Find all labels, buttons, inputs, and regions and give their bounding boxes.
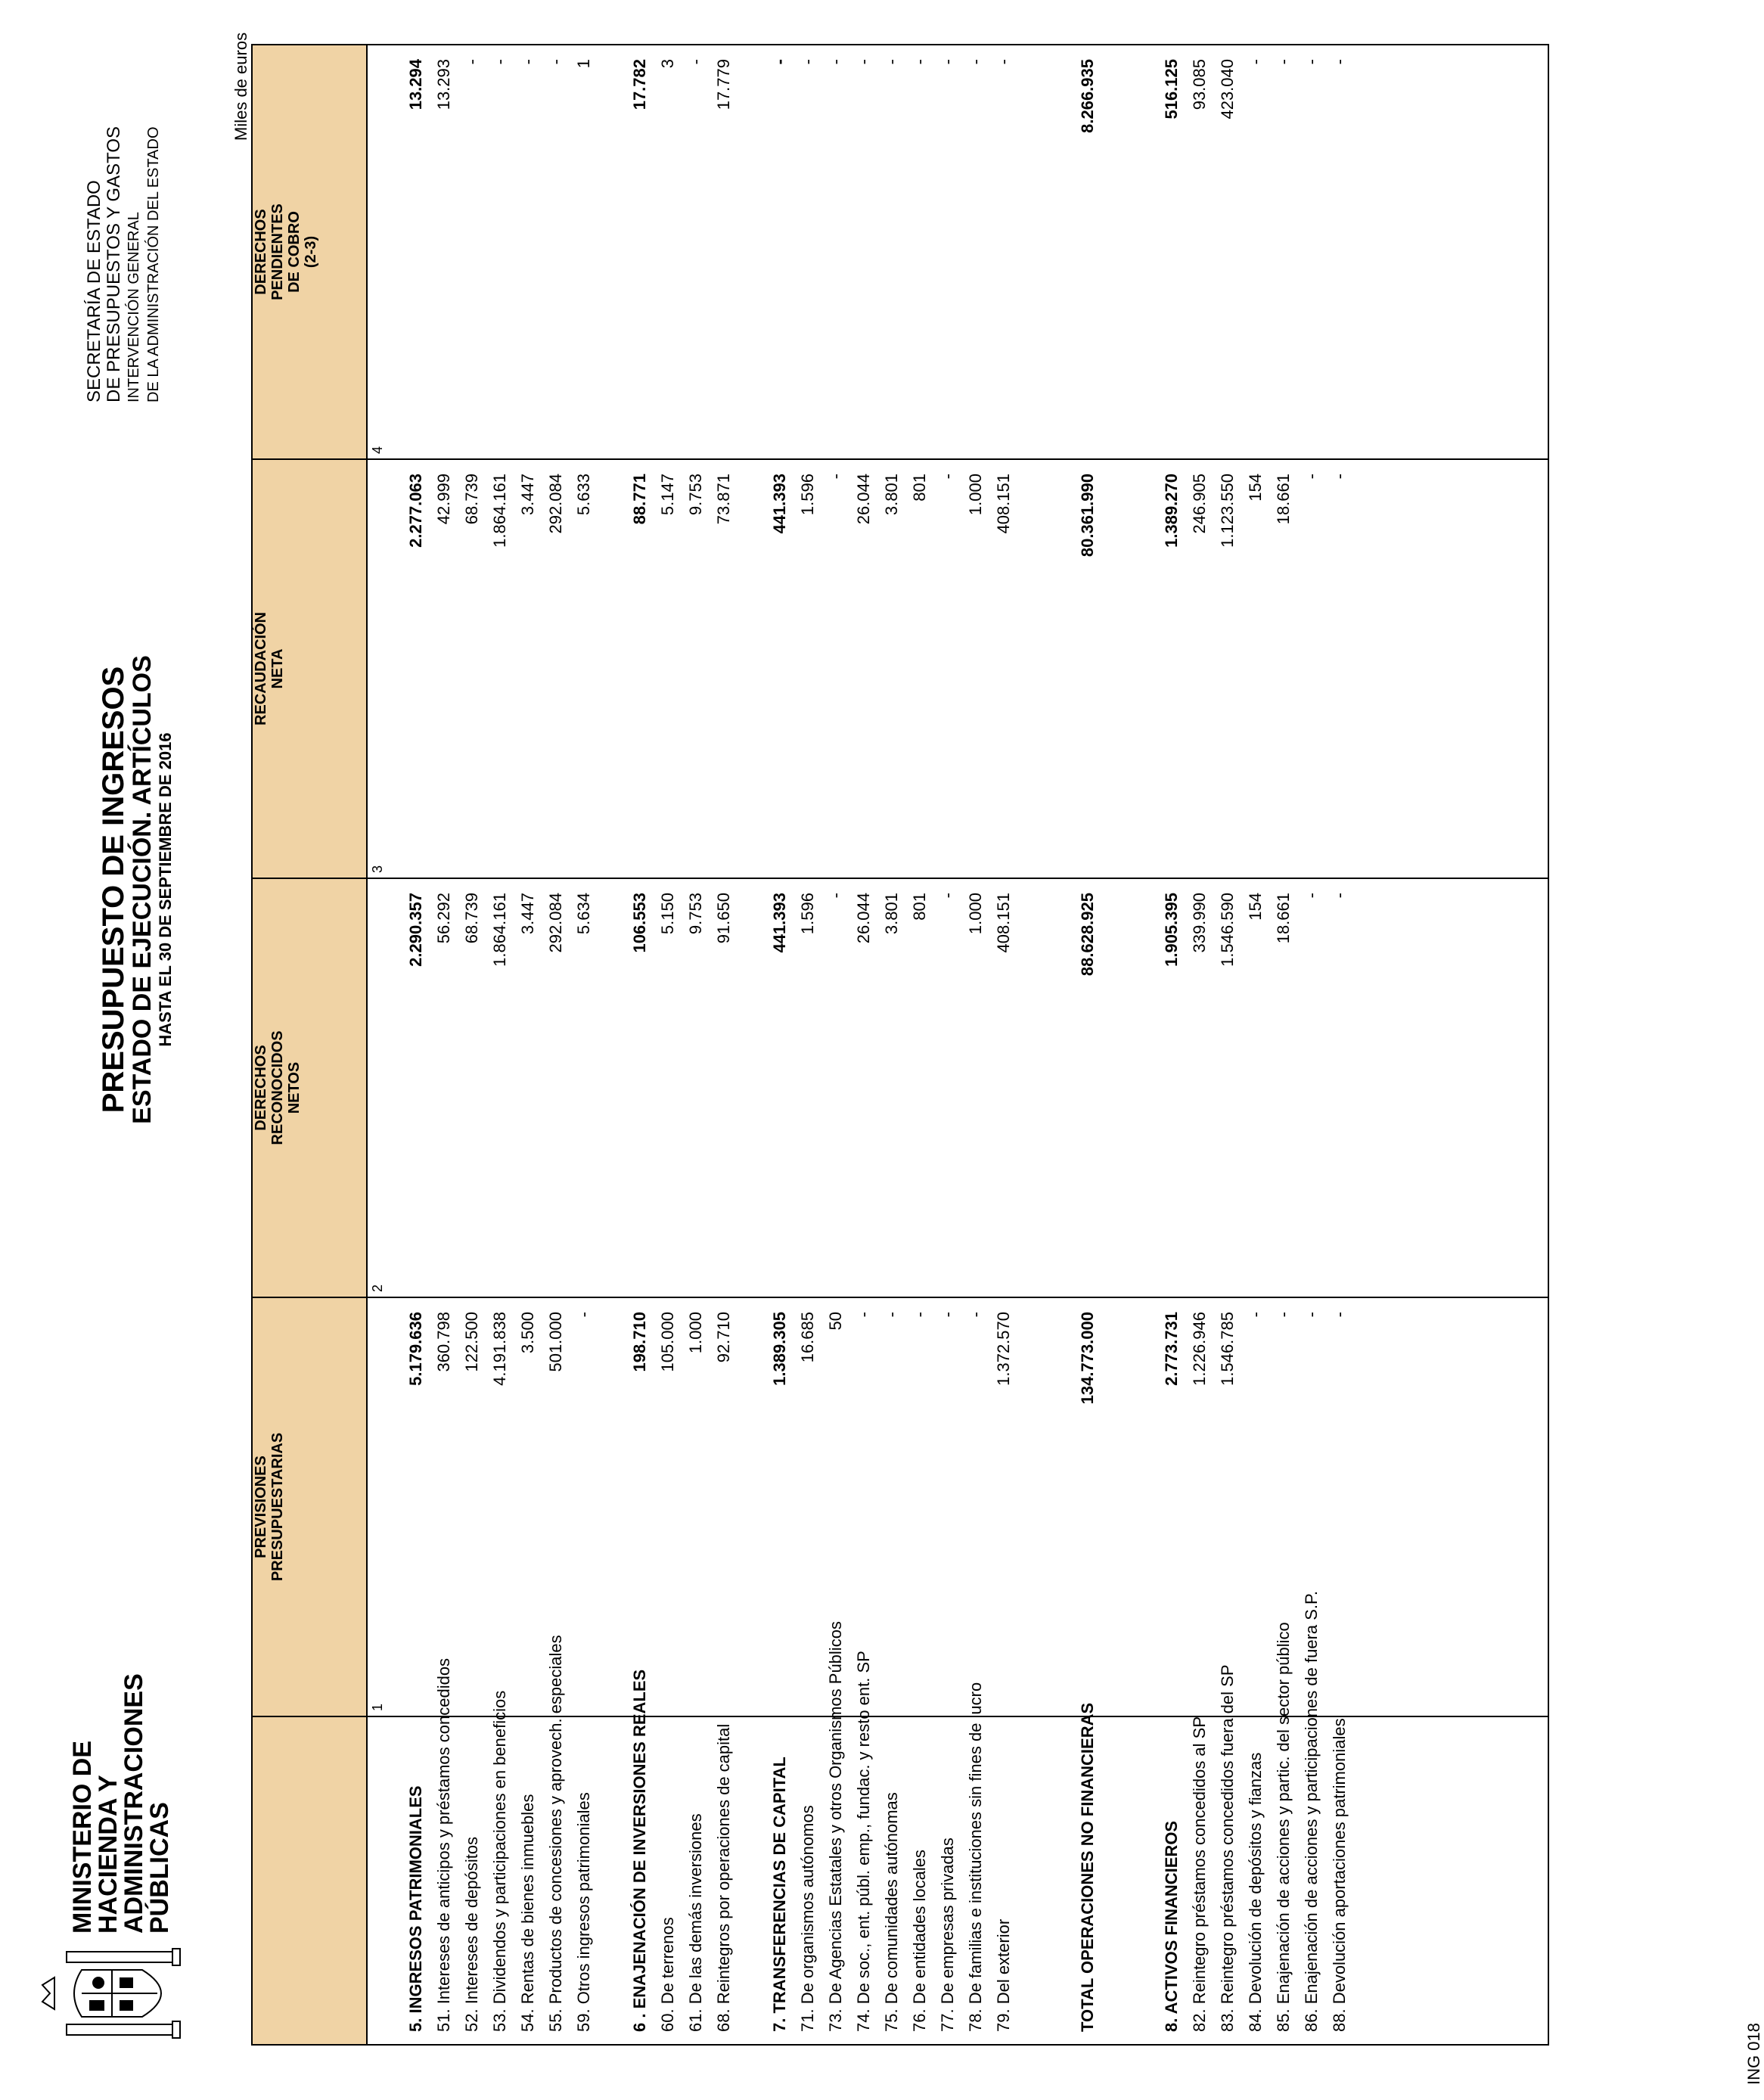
header-recaudacion [252,459,367,878]
value-cell: 246.905 [1190,474,1209,534]
value-cell: - [938,59,957,65]
value-list [374,460,1353,878]
value-cell: 4.191.838 [490,1312,509,1386]
value-cell: 292.084 [546,474,565,534]
spacer [738,460,766,878]
document-code: ING 018 [1744,2023,1763,2085]
item-label: 76. De entidades locales [910,1850,929,2032]
document-subtitle: ESTADO DE EJECUCIÓN. ARTÍCULOS [128,655,157,1124]
item-label: 54. Rentas de bienes inmuebles [518,1794,537,2032]
ministry-name [70,1673,172,1934]
value-cell: 1.123.550 [1218,474,1237,548]
spacer [1017,1298,1073,1716]
value-cell: 154 [1246,474,1265,502]
value-cell: 1.389.270 [1162,474,1181,548]
header-derechos-reconocidos [252,878,367,1297]
spacer [1101,1298,1157,1716]
spacer [598,1298,626,1716]
value-cell: 93.085 [1190,59,1209,110]
value-cell: - [1246,1312,1265,1318]
value-cell: 50 [826,1312,845,1331]
ministry-line: MINISTERIO DE [68,1740,97,1934]
secretaria-line: DE PRESUPUESTOS Y GASTOS [104,126,124,402]
item-label: 75. De comunidades autónomas [882,1792,901,2032]
value-cell: - [854,59,873,65]
header-text: RECAUDACIÓN [253,612,269,725]
ministry-line: ADMINISTRACIONES [120,1673,148,1934]
value-cell: 13.294 [406,59,425,110]
pendientes-column [367,45,1548,459]
column-number: 3 [370,865,385,873]
item-label: 73. De Agencias Estatales y otros Organismos Públicos [826,1621,845,2032]
spacer [374,1717,402,2044]
value-cell: 423.040 [1218,59,1237,120]
header-pendientes [252,45,367,459]
header-previsiones [252,1297,367,1716]
value-cell: 1.000 [686,1312,705,1354]
value-list [374,45,1353,458]
spacer [1017,45,1073,458]
value-cell: - [1302,1312,1321,1318]
previsiones-column [367,1297,1548,1716]
header-text: (2-3) [303,235,319,269]
value-cell: 18.661 [1274,893,1293,944]
value-cell: 5.634 [574,893,593,935]
value-cell: 17.779 [714,59,733,110]
value-cell: 360.798 [434,1312,453,1372]
value-cell: - [1330,474,1349,480]
value-cell: - [574,1312,593,1318]
value-cell: 2.773.731 [1162,1312,1181,1386]
header-text: RECONOCIDOS [269,1030,286,1145]
secretaria-block [85,126,163,402]
value-cell: 1.546.785 [1218,1312,1237,1386]
spacer [1101,460,1157,878]
value-cell: 16.685 [798,1312,817,1363]
value-cell: - [1330,893,1349,899]
value-cell: - [1274,1312,1293,1318]
value-cell: 801 [910,474,929,502]
spacer [1017,1717,1073,2044]
item-label: 79. Del exterior [994,1918,1013,2032]
value-cell: 1 [574,59,593,69]
value-cell: 408.151 [994,893,1013,953]
value-cell: - [462,59,481,65]
item-label: 84. Devolución de depósitos y fianzas [1246,1752,1265,2032]
value-cell: 1.226.946 [1190,1312,1209,1386]
column-number: 1 [370,1703,385,1711]
spacer [374,1298,402,1716]
recaudacion-column [367,459,1548,878]
value-cell: - [826,474,845,480]
value-cell: 1.864.161 [490,893,509,967]
header-text: NETOS [286,1061,303,1114]
header-text: PENDIENTES [269,203,286,300]
document-date: HASTA EL 30 DE SEPTIEMBRE DE 2016 [156,732,175,1047]
value-cell: 3.801 [882,893,901,935]
value-cell: 5.633 [574,474,593,516]
value-cell: - [1330,59,1349,65]
value-cell: - [882,59,901,65]
spacer [598,879,626,1297]
value-cell: 3.447 [518,474,537,516]
header-text: DERECHOS [253,1045,269,1131]
value-cell: 1.546.590 [1218,893,1237,967]
value-cell: - [966,59,985,65]
value-cell: - [686,59,705,65]
item-label: 78. De familias e instituciones sin fines de lucro [966,1682,985,2032]
value-cell: 73.871 [714,474,733,525]
value-cell: 106.553 [630,893,649,953]
value-cell: 17.782 [630,59,649,110]
spacer [738,45,766,458]
value-cell: 5.179.636 [406,1312,425,1386]
spacer [374,879,402,1297]
value-cell: - [938,474,957,480]
section-label: 8. ACTIVOS FINANCIEROS [1162,1820,1181,2032]
spacer [598,460,626,878]
value-cell: 92.710 [714,1312,733,1363]
value-cell: - [938,893,957,899]
value-cell: - [1246,59,1265,65]
value-cell: 441.393 [770,474,789,534]
value-cell: - [1330,1312,1349,1318]
label-list [374,1591,1353,2044]
item-label: 77. De empresas privadas [938,1837,957,2032]
spacer [1017,879,1073,1297]
value-cell: 8.266.935 [1078,59,1097,133]
spacer [1017,460,1073,878]
item-label: 55. Productos de concesiones y aprovech. especiales [546,1635,565,2032]
total-label: TOTAL OPERACIONES NO FINANCIERAS [1078,1702,1097,2032]
spacer [738,1298,766,1716]
item-label: 51. Intereses de anticipos y préstamos concedidos [434,1657,453,2032]
value-cell: - [994,59,1013,65]
value-cell: - [1302,893,1321,899]
column-number: 2 [370,1284,385,1292]
coat-of-arms-icon [36,1947,195,2039]
section-label: 7. TRANSFERENCIAS DE CAPITAL [770,1757,789,2032]
value-cell: 339.990 [1190,893,1209,953]
value-cell: 91.650 [714,893,733,944]
value-cell: - [518,59,537,65]
value-cell: - [966,1312,985,1318]
item-label: 52. Intereses de depósitos [462,1836,481,2032]
section-label: 6 . ENAJENACIÓN DE INVERSIONES REALES [630,1669,649,2032]
value-cell: - [854,1312,873,1318]
value-cell: 198.710 [630,1312,649,1372]
item-label: 68. Reintegros por operaciones de capital [714,1723,733,2032]
value-cell: 105.000 [658,1312,677,1372]
spacer [598,45,626,458]
value-cell: 501.000 [546,1312,565,1372]
value-cell: 9.753 [686,893,705,935]
value-cell: 26.044 [854,474,873,525]
header-label-cell [252,1716,367,2045]
header-text: DE COBRO [286,211,303,293]
value-cell: 13.293 [434,59,453,110]
item-label: 88. Devolución aportaciones patrimoniales [1330,1718,1349,2032]
value-cell: 68.739 [462,893,481,944]
value-cell: - [546,59,565,65]
ministry-line: PÚBLICAS [145,1802,174,1934]
secretaria-line: SECRETARÍA DE ESTADO [84,180,104,402]
item-label: 71. De organismos autónomos [798,1805,817,2032]
header-row [252,45,367,2045]
value-cell: 42.999 [434,474,453,525]
item-label: 61. De las demás inversiones [686,1813,705,2032]
derechos-column [367,878,1548,1297]
value-cell: 3.801 [882,474,901,516]
ministry-line: HACIENDA Y [94,1775,123,1934]
header-text: NETA [269,648,286,689]
value-cell: 134.773.000 [1078,1312,1097,1405]
units-label: Miles de euros [231,32,250,141]
value-cell: 1.596 [798,474,817,516]
item-label: 60. De terrenos [658,1917,677,2032]
secretaria-line: DE LA ADMINISTRACIÓN DEL ESTADO [145,126,162,402]
value-cell: 1.596 [798,893,817,935]
value-cell: 1.389.305 [770,1312,789,1386]
value-cell: - [1302,59,1321,65]
value-list [374,1298,1353,1716]
value-cell: - [1274,59,1293,65]
document-title: PRESUPUESTO DE INGRESOS [97,666,130,1114]
value-cell: 441.393 [770,893,789,953]
item-label: 53. Dividendos y participaciones en beneficios [490,1690,509,2032]
value-cell: 2.290.357 [406,893,425,967]
value-cell: 1.000 [966,893,985,935]
value-cell: 5.150 [658,893,677,935]
value-cell: 5.147 [658,474,677,516]
value-cell: 1.864.161 [490,474,509,548]
spacer [1101,45,1157,458]
value-cell: 88.628.925 [1078,893,1097,977]
value-cell: - [826,893,845,899]
budget-table [251,44,1549,2046]
spacer [1101,879,1157,1297]
value-cell: - [826,59,845,65]
value-cell: - [882,1312,901,1318]
value-cell: - [910,1312,929,1318]
value-cell: 88.771 [630,474,649,525]
item-label: 86. Enajenación de acciones y participaciones de fuera S.P. [1302,1591,1321,2032]
header-text: DERECHOS [253,209,269,295]
spacer [374,460,402,878]
value-cell: 9.753 [686,474,705,516]
item-label: 74. De soc., ent. públ. emp., fundac. y resto ent. SP [854,1651,873,2032]
value-cell: 68.739 [462,474,481,525]
spacer [738,879,766,1297]
item-label: 59. Otros ingresos patrimoniales [574,1792,593,2032]
section-label: 5. INGRESOS PATRIMONIALES [406,1785,425,2032]
value-cell: 801 [910,893,929,921]
value-cell: 292.084 [546,893,565,953]
body-row [367,45,1548,2045]
value-cell: - [1302,474,1321,480]
item-label: 82. Reintegro préstamos concedidos al SP [1190,1716,1209,2032]
header-text: PRESUPUESTARIAS [269,1432,286,1582]
item-label: 83. Reintegro préstamos concedidos fuera del SP [1218,1664,1237,2032]
header-text: PREVISIONES [253,1455,269,1558]
value-cell: 3 [658,59,677,69]
value-cell: 3.447 [518,893,537,935]
value-cell: 154 [1246,893,1265,921]
item-label: 85. Enajenación de acciones y partic. del sector público [1274,1622,1293,2032]
value-list [374,879,1353,1297]
value-cell: 26.044 [854,893,873,944]
secretaria-line: INTERVENCIÓN GENERAL [126,212,142,402]
value-cell: 3.500 [518,1312,537,1354]
value-cell: 516.125 [1162,59,1181,120]
value-cell: - [910,59,929,65]
value-cell: - [798,59,817,65]
coat-of-arms-logo [36,1947,195,2039]
value-cell: 122.500 [462,1312,481,1372]
value-cell: - [770,59,789,65]
value-cell: 18.661 [1274,474,1293,525]
value-cell: - [938,1312,957,1318]
value-cell: 2.277.063 [406,474,425,548]
spacer [374,45,402,458]
spacer [598,1717,626,2044]
spacer [738,1717,766,2044]
value-cell: 408.151 [994,474,1013,534]
spacer [1101,1717,1157,2044]
value-cell: 1.372.570 [994,1312,1013,1386]
value-cell: 1.905.395 [1162,893,1181,967]
label-column [367,1591,1548,2045]
column-number: 4 [370,446,385,454]
value-cell: 56.292 [434,893,453,944]
value-cell: - [490,59,509,65]
value-cell: 80.361.990 [1078,474,1097,558]
value-cell: 1.000 [966,474,985,516]
